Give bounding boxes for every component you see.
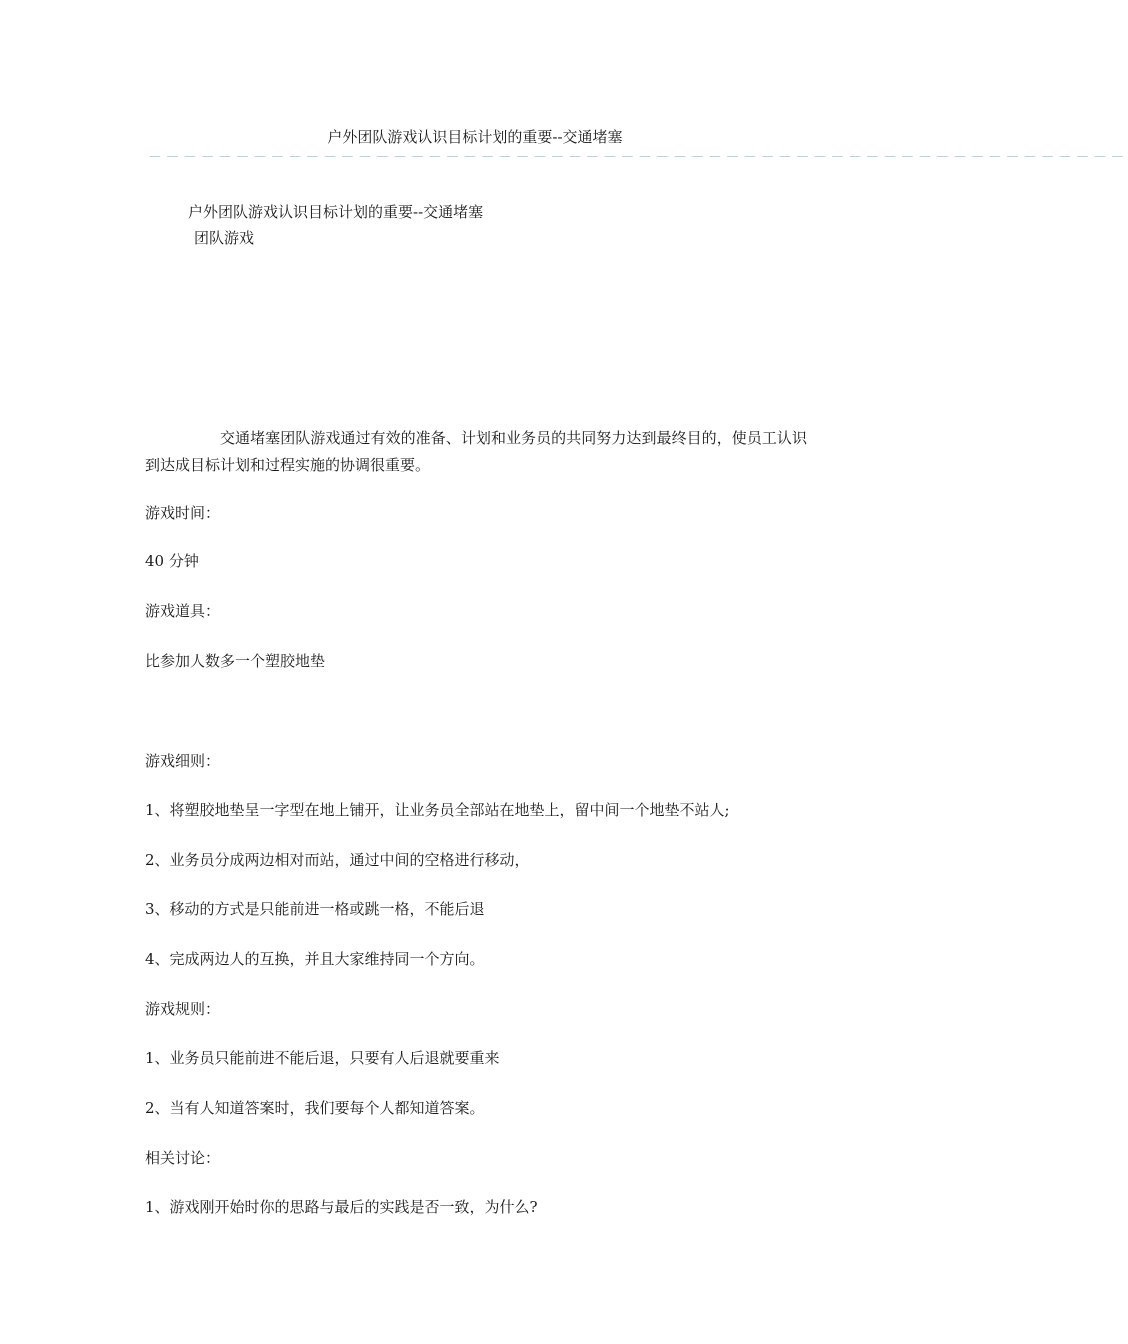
discussion-item: 1、游戏刚开始时你的思路与最后的实践是否一致，为什么?: [145, 1198, 538, 1216]
rule-item: 1、业务员只能前进不能后退，只要有人后退就要重来: [145, 1049, 500, 1067]
article-title: 户外团队游戏认识目标计划的重要--交通堵塞: [188, 203, 484, 221]
section-heading-time: 游戏时间：: [145, 504, 221, 522]
props-description: 比参加人数多一个塑胶地垫: [145, 652, 326, 670]
section-heading-details: 游戏细则：: [145, 752, 221, 770]
section-heading-props: 游戏道具：: [145, 602, 221, 620]
section-heading-discussion: 相关讨论：: [145, 1149, 221, 1167]
section-heading-rules: 游戏规则：: [145, 1000, 221, 1018]
detail-item: 1、将塑胶地垫呈一字型在地上铺开，让业务员全部站在地垫上，留中间一个地垫不站人;: [145, 801, 730, 819]
game-duration: 40 分钟: [145, 552, 199, 570]
article-category: 团队游戏: [194, 229, 255, 247]
rule-item: 2、当有人知道答案时，我们要每个人都知道答案。: [145, 1099, 485, 1117]
detail-item: 3、移动的方式是只能前进一格或跳一格，不能后退: [145, 900, 485, 918]
title-divider: －－－－－－－－－－－－－－－－－－－－－－－－－－－－－－－－－－－－－－－－－－－－－－－－－－－－－－－－: [148, 150, 1128, 166]
detail-item: 2、业务员分成两边相对而站，通过中间的空格进行移动，: [145, 851, 530, 869]
detail-item: 4、完成两边人的互换，并且大家维持同一个方向。: [145, 950, 485, 968]
intro-paragraph: 交通堵塞团队游戏通过有效的准备、计划和业务员的共同努力达到最终目的，使员工认识到达成目标计划和过程实施的协调很重要。: [145, 429, 807, 474]
document-title: 户外团队游戏认识目标计划的重要--交通堵塞: [327, 128, 623, 146]
